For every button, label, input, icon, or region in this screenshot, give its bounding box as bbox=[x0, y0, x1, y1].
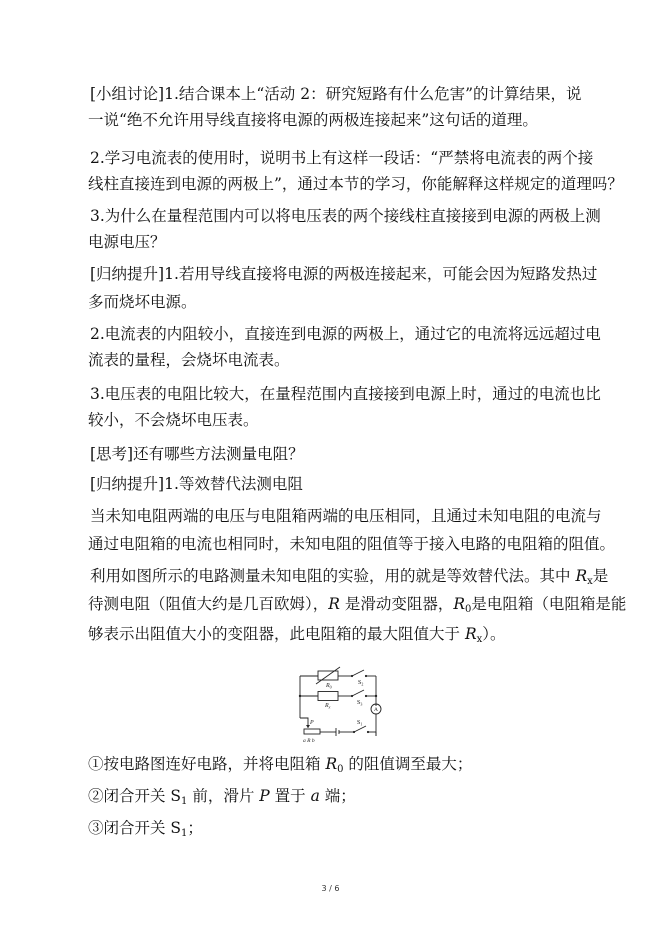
switch-s2-contact bbox=[351, 675, 353, 677]
text-line-3: 2.学习电流表的使用时，说明书上有这样一段话：“严禁将电流表的两个接 bbox=[90, 149, 594, 167]
text-line-9: 2.电流表的内阻较小，直接连到电源的两极上，通过它的电流将远远超过电 bbox=[90, 325, 601, 343]
text-line-5: 3.为什么在量程范围内可以将电压表的两个接线柱直接接到电源的两极上测 bbox=[90, 207, 601, 225]
step-2: ②闭合开关 $S_1$ 前，滑片 P 置于 a 端； bbox=[88, 787, 356, 807]
slider-lead bbox=[300, 718, 308, 728]
text-line-19: 够表示出阻值大小的变阻器，此电阻箱的最大阻值大于 $R_x$）。 bbox=[88, 625, 506, 645]
text-line-11: 3.电压表的电阻比较大，在量程范围内直接接到电源上时，通过的电流也比 bbox=[90, 385, 601, 403]
text-line-2: 一说“绝不允许用导线直接将电源的两极连接起来”这句话的道理。 bbox=[88, 111, 538, 129]
text-line-15: 当未知电阻两端的电压与电阻箱两端的电压相同，且通过未知电阻的电流与 bbox=[90, 507, 602, 525]
text-line-10: 流表的量程，会烧坏电流表。 bbox=[88, 351, 290, 369]
text-line-4: 线柱直接连到电源的两极上”，通过本节的学习，你能解释这样规定的道理吗？ bbox=[88, 175, 623, 193]
text-line-6: 电源电压？ bbox=[88, 233, 166, 251]
node-left bbox=[299, 695, 301, 697]
label-s1: $S_1$ bbox=[357, 720, 363, 727]
text-line-16: 通过电阻箱的电流也相同时，未知电阻的阻值等于接入电路的电阻箱的阻值。 bbox=[88, 535, 616, 553]
label-arb: a R b bbox=[303, 738, 315, 744]
text-line-17: 利用如图所示的电路测量未知电阻的实验，用的就是等效替代法。其中 $R_x$是 bbox=[90, 567, 609, 587]
text-line-12: 较小，不会烧坏电压表。 bbox=[88, 411, 259, 429]
step-3: ③闭合开关 $S_1$； bbox=[88, 819, 203, 839]
label-ammeter: A bbox=[374, 707, 378, 713]
switch-s1-contact-2 bbox=[367, 731, 369, 733]
rheostat-box bbox=[304, 729, 320, 734]
text-line-18: 待测电阻（阻值大约是几百欧姆），R 是滑动变阻器，$R_0$是电阻箱（电阻箱是能 bbox=[88, 595, 627, 615]
variable-arrow-r0 bbox=[316, 667, 340, 684]
node-right bbox=[375, 695, 377, 697]
label-p: P bbox=[310, 720, 314, 726]
label-s2: $S_2$ bbox=[358, 680, 364, 687]
text-line-7: [归纳提升]1.若用导线直接将电源的两极连接起来，可能会因为短路发热过 bbox=[90, 265, 598, 283]
switch-s1-contact bbox=[353, 731, 355, 733]
label-rx: $R_x$ bbox=[325, 703, 331, 710]
text-line-14: [归纳提升]1.等效替代法测电阻 bbox=[90, 475, 303, 493]
circuit-diagram bbox=[296, 662, 396, 744]
switch-s2-contact-2 bbox=[365, 675, 367, 677]
text-line-8: 多而烧坏电源。 bbox=[88, 293, 197, 311]
step-1: ①按电路图连好电路，并将电阻箱 $R_0$ 的阻值调至最大； bbox=[88, 755, 473, 775]
text-line-13: [思考]还有哪些方法测量电阻？ bbox=[90, 445, 304, 463]
switch-s3-contact-2 bbox=[365, 695, 367, 697]
switch-s1 bbox=[354, 726, 366, 732]
label-r0: $R_0$ bbox=[326, 683, 332, 690]
switch-s2 bbox=[352, 670, 364, 676]
text-line-1: [小组讨论]1.结合课本上“活动 2：研究短路有什么危害”的计算结果，说 bbox=[90, 85, 582, 103]
label-s3: $S_3$ bbox=[357, 700, 363, 707]
switch-s3-contact bbox=[351, 695, 353, 697]
page-number: 3 / 6 bbox=[321, 884, 340, 893]
switch-s3 bbox=[352, 690, 364, 696]
resistor-box-rx bbox=[318, 692, 338, 701]
